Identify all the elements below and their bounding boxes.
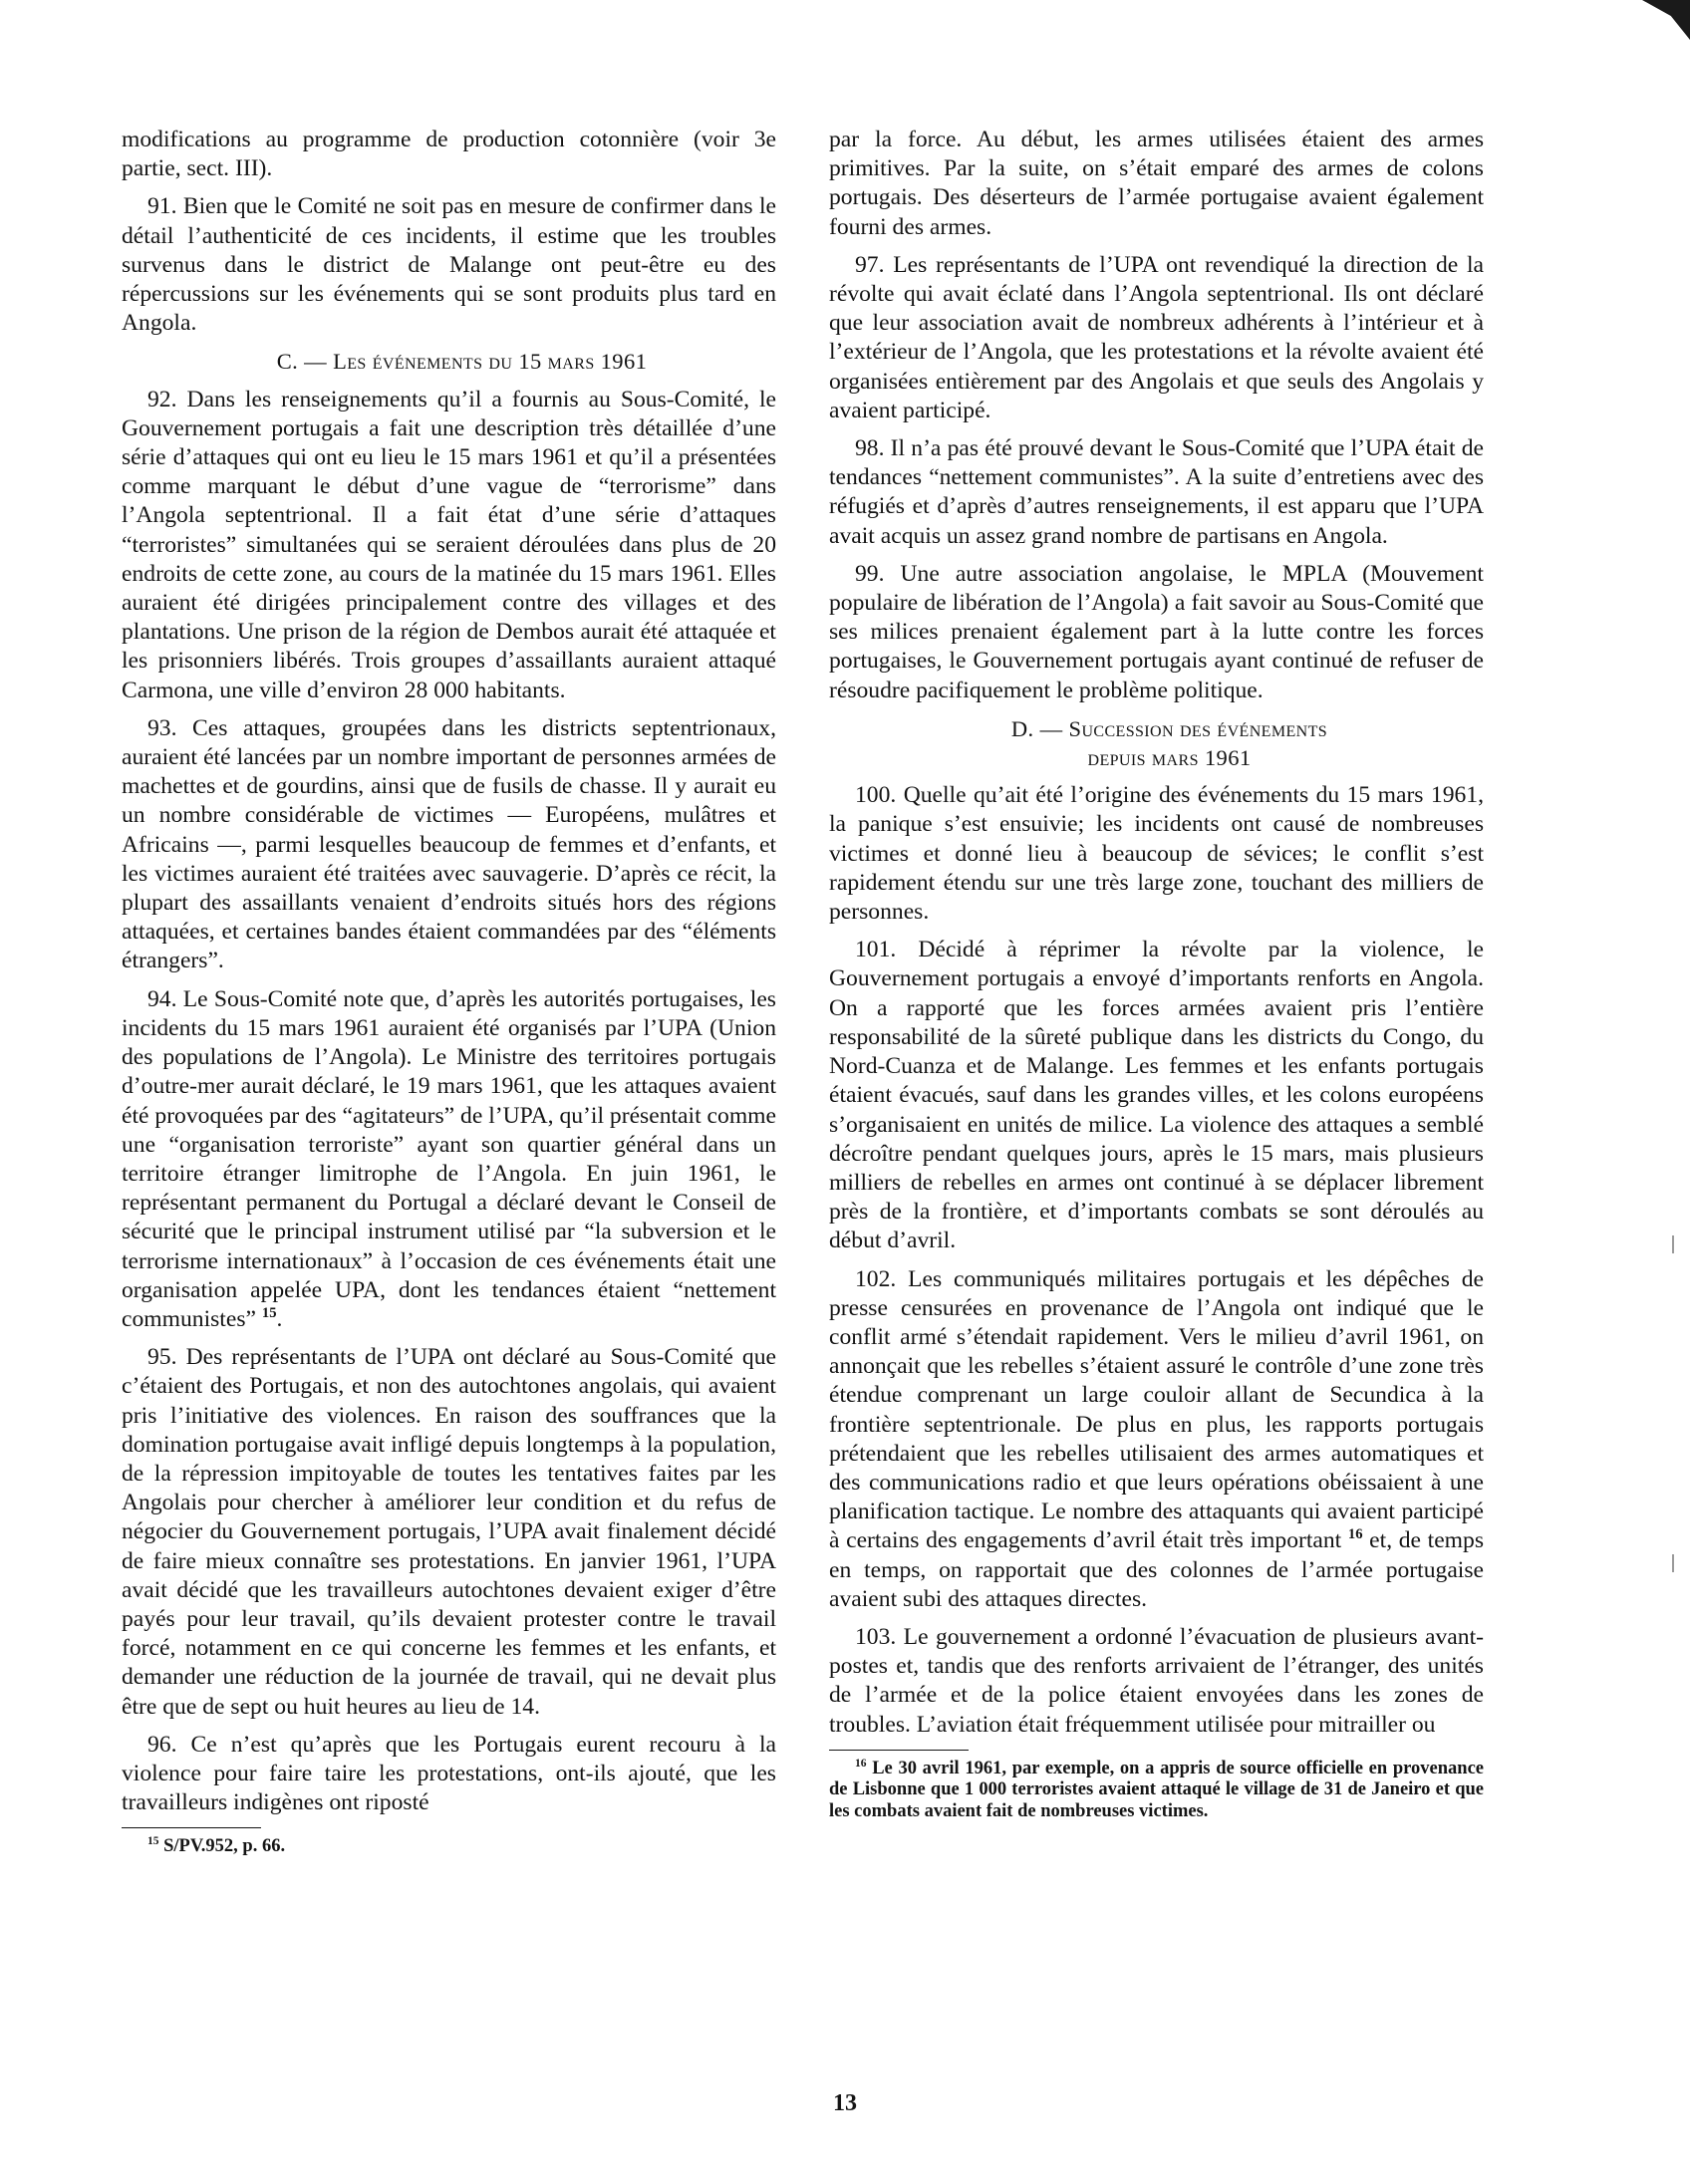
section-heading-c	[122, 347, 776, 376]
footnote-16-text: Le 30 avril 1961, par exemple, on a appris de source officielle en provenance de Lisbonne que 1 000 terroristes avaient attaqué le village de 31 de Janeiro et que les combats avaient fait de nombreuses victimes.	[829, 1758, 1484, 1821]
section-heading-d	[829, 714, 1484, 772]
left-column	[122, 126, 776, 1867]
footnote-15-text: S/PV.952, p. 66.	[163, 1836, 286, 1857]
paragraph-93: 93. Ces attaques, groupées dans les districts septentrionaux, auraient été lancées par un nombre important de personnes armées de machettes et de gourdins, ainsi que de fusils de chasse. Il y aurait eu un nombre considérable de victimes — Européens, mulâtres et Africains —, parmi lesquelles beaucoup de femmes et d’enfants, et les victimes auraient été traitées avec sauvagerie. D’après ce récit, la plupart des assaillants venaient d’endroits situés hors des régions attaquées, et certaines bandes étaient commandées par des “éléments étrangers”.	[122, 714, 776, 974]
paragraph-95: 95. Des représentants de l’UPA ont déclaré au Sous-Comité que c’étaient des Portugais, et non des autochtones angolais, qui avaient pris l’initiative des violences. En raison des souffrances que la domination portugaise avait infligé depuis longtemps à la population, de la répression impitoyable de toutes les tentatives faites par les Angolais pour chercher à améliorer leur condition et du refus de négocier du Gouvernement portugais, l’UPA avait finalement décidé de faire mieux connaître ses protestations. En janvier 1961, l’UPA avait décidé que les travailleurs autochtones devaient exiger d’être payés pour leur travail, qu’ils devaient protester contre le travail forcé, notamment en ce qui concerne les femmes et les enfants, et demander une réduction de la journée de travail, qui ne devait plus être que de sept ou huit heures au lieu de 14.	[122, 1344, 776, 1720]
footnote-ref-15: 15	[261, 1305, 277, 1322]
footnote-16	[829, 1759, 1484, 1823]
paragraph-92: 92. Dans les renseignements qu’il a fournis au Sous-Comité, le Gouvernement portugais a fait une description très détaillée d’une série d’attaques qui ont eu lieu le 15 mars 1961 et qu’il a présentées comme marquant le début d’une vague de “terrorisme” dans l’Angola septentrional. Il a fait état d’une série d’attaques “terroristes” simultanées qui se seraient déroulées dans plus de 20 endroits de cette zone, au cours de la matinée du 15 mars 1961. Elles auraient été dirigées principalement contre des villages et des plantations. Une prison de la région de Dembos aurait été attaquée et les prisonniers libérés. Trois groupes d’assaillants auraient attaqué Carmona, une ville d’environ 28 000 habitants.	[122, 386, 776, 703]
paragraph-102	[829, 1265, 1484, 1614]
scan-edge-mark	[1672, 1235, 1674, 1253]
paragraph-96-continuation: par la force. Au début, les armes utilisées étaient des armes primitives. Par la suite, on s’était emparé des armes de colons portugais. Des déserteurs de l’armée portugaise avaient également fourni des armes.	[829, 127, 1484, 240]
paragraph-98: 98. Il n’a pas été prouvé devant le Sous-Comité que l’UPA était de tendances “nettement communistes”. A la suite d’entretiens avec des réfugiés et d’après d’autres renseignements, il est apparu que l’UPA avait acquis un assez grand nombre de partisans en Angola.	[829, 435, 1484, 549]
paragraph-94-text: 94. Le Sous-Comité note que, d’après les autorités portugaises, les incidents du 15 mars 1961 auraient été organisés par l’UPA (Union des populations de l’Angola). Le Ministre des territoires portugais d’outre-mer aurait déclaré, le 19 mars 1961, que les attaques avaient été provoquées par des “agitateurs” de l’UPA, qu’il présentait comme une “organisation terroriste” ayant son quartier général dans un territoire étranger limitrophe de l’Angola. En juin 1961, le représentant permanent du Portugal a déclaré devant le Conseil de sécurité que le principal instrument utilisé par “la subversion et le terrorisme internationaux” à l’occasion de ces événements était une organisation appelée UPA, dont les tendances étaient “nettement communistes”	[122, 985, 776, 1332]
paragraph-96: 96. Ce n’est qu’après que les Portugais eurent recouru à la violence pour faire taire les protestations, ont-ils ajouté, que les travailleurs indigènes ont riposté	[122, 1731, 776, 1816]
paragraph-91: 91. Bien que le Comité ne soit pas en mesure de confirmer dans le détail l’authenticité de ces incidents, il estime que les troubles survenus dans le district de Malange ont peut-être eu des répercussions sur les événements qui se sont produits plus tard en Angola.	[122, 193, 776, 337]
paragraph-94: 94. Le Sous-Comité note que, d’après les autorités portugaises, les incidents du 15 mars 1961 auraient été organisés par l’UPA (Union des populations de l’Angola). Le Ministre des territoires portugais d’outre-mer aurait déclaré, le 19 mars 1961, que les attaques avaient été provoquées par des “agitateurs” de l’UPA, qu’il présentait comme une “organisation terroriste” ayant son quartier général dans un territoire étranger limitrophe de l’Angola. En juin 1961, le représentant permanent du Portugal a déclaré devant le Conseil de sécurité que le principal instrument utilisé par “la subversion et le terrorisme internationaux” à l’occasion de ces événements était une organisation appelée UPA, dont les tendances étaient “nettement communistes” $^{15}$.	[122, 985, 776, 1332]
section-heading-c-text: C. — Les événements du 15 mars 1961	[276, 349, 648, 375]
section-heading-d-line1: D. — Succession des événements	[1010, 715, 1328, 741]
paragraph-97: 97. Les représentants de l’UPA ont revendiqué la direction de la révolte qui avait éclaté dans l’Angola septentrional. Ils ont déclaré que leur association avait de nombreux adhérents à l’intérieur et à l’extérieur de l’Angola, que les protestations et la révolte avaient été organisées entièrement par des Angolais et que seuls des Angolais y avaient participé.	[829, 251, 1484, 423]
page-number: 13	[833, 2090, 857, 2116]
footnote-16-number: 16	[855, 1757, 867, 1770]
scan-edge-mark	[1672, 1554, 1674, 1572]
paragraph-102-text-2: et, de temps en temps, on rapportait que des colonnes de l’armée portugaise avaient subi des attaques directes.	[829, 1527, 1485, 1612]
paragraph-100: 100. Quelle qu’ait été l’origine des événements du 15 mars 1961, la panique s’est ensuivie; les incidents ont causé de nombreuses victimes et donné lieu à beaucoup de sévices; le conflit s’est rapidement étendu sur une très large zone, touchant des milliers de personnes.	[829, 782, 1484, 926]
page-corner-mark	[1642, 0, 1690, 40]
paragraph-101: 101. Décidé à réprimer la révolte par la violence, le Gouvernement portugais a envoyé d’importants renforts en Angola. On a rapporté que les forces armées avaient pris l’entière responsabilité de la sûreté publique dans les districts du Congo, du Nord-Cuanza et de Malange. Les femmes et les enfants portugais étaient évacués, sauf dans les grandes villes, et les colons européens s’organisaient en unités de milice. La violence des attaques a semblé décroître pendant quelques jours, après le 15 mars, mais plusieurs milliers de rebelles en armes ont continué à se déplacer librement près de la frontière, et d’importants combats se sont déroulés au début d’avril.	[829, 937, 1484, 1254]
paragraph-99: 99. Une autre association angolaise, le MPLA (Mouvement populaire de libération de l’Angola) a fait savoir au Sous-Comité que ses milices prenaient également part à la lutte contre les forces portugaises, le Gouvernement portugais ayant continué de refuser de résoudre pacifiquement le problème politique.	[829, 560, 1484, 703]
footnote-15-number: 15	[147, 1835, 159, 1848]
paragraph-90-continuation: modifications au programme de production cotonnière (voir 3e partie, sect. III).	[122, 127, 776, 182]
footnote-15	[122, 1836, 776, 1858]
footnote-divider	[122, 1827, 261, 1828]
paragraph-103: 103. Le gouvernement a ordonné l’évacuation de plusieurs avant-postes et, tandis que des renforts arrivaient de l’étranger, des unités de l’armée et de la police étaient envoyées dans les zones de troubles. L’aviation était fréquemment utilisée pour mitrailler ou	[829, 1623, 1484, 1738]
section-heading-d-line2: depuis mars 1961	[1087, 745, 1252, 771]
paragraph-102-text-1: 102. Les communiqués militaires portugais et les dépêches de presse censurées en provenance de l’Angola ont indiqué que le conflit armé s’étendait rapidement. Vers le milieu d’avril 1961, on annonçait que les rebelles s’étaient assuré le contrôle d’une zone très étendue comprenant un large couloir allant de Secundica à la frontière septentrionale. De plus en plus, les rapports portugais prétendaient que les rebelles utilisaient des armes automatiques et des communications radio et que leurs opérations obéissaient à une planification tactique. Le nombre des attaquants qui avaient participé à certains des engagements d’avril était très important	[829, 1265, 1484, 1554]
footnote-divider	[829, 1750, 969, 1751]
right-column	[829, 126, 1484, 1831]
footnote-ref-16: 16	[1347, 1526, 1363, 1543]
